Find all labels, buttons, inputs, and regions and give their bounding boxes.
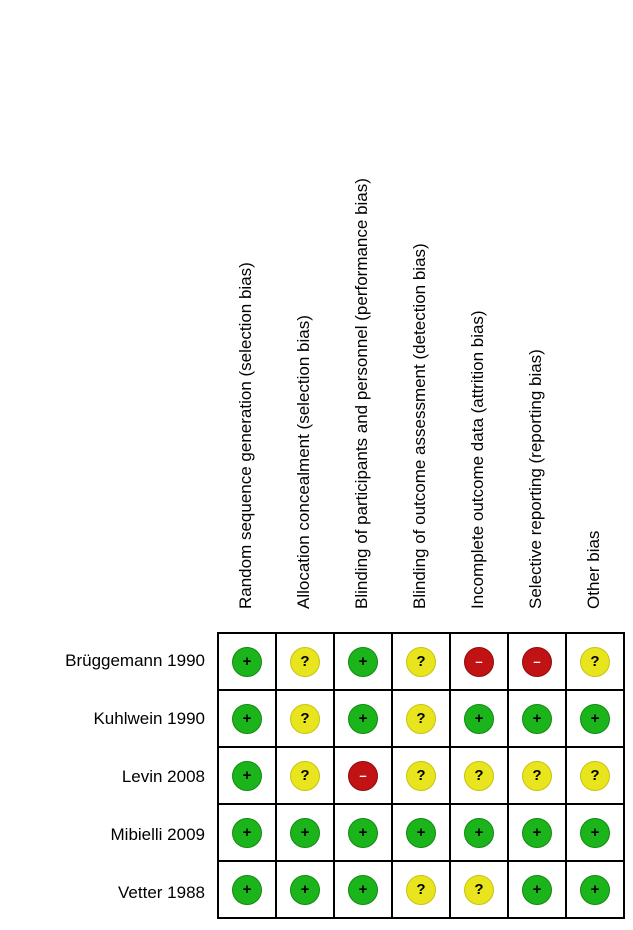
low-risk-icon xyxy=(464,818,494,848)
low-risk-icon xyxy=(348,647,378,677)
low-risk-symbol: + xyxy=(532,709,542,727)
low-risk-icon xyxy=(348,875,378,905)
low-risk-symbol: + xyxy=(532,880,542,898)
study-row xyxy=(218,690,624,747)
domain-label-text: Blinding of outcome assessment (detection bias) xyxy=(410,243,429,609)
low-risk-symbol: + xyxy=(242,709,252,727)
judgement-cell xyxy=(392,747,450,804)
judgement-cell xyxy=(334,690,392,747)
low-risk-icon xyxy=(232,761,262,791)
domain-label xyxy=(293,0,315,628)
judgement-cell xyxy=(566,804,624,861)
judgement-cell xyxy=(334,747,392,804)
study-row xyxy=(218,633,624,690)
judgement-cell xyxy=(450,690,508,747)
judgement-cell xyxy=(450,747,508,804)
low-risk-symbol: + xyxy=(242,880,252,898)
domain-label-text: Random sequence generation (selection bias) xyxy=(236,262,255,609)
unclear-risk-icon xyxy=(406,761,436,791)
low-risk-symbol: + xyxy=(358,709,368,727)
low-risk-icon xyxy=(406,818,436,848)
judgement-cell xyxy=(218,690,276,747)
judgement-cell xyxy=(334,633,392,690)
domain-label xyxy=(235,0,257,628)
domain-label xyxy=(409,0,431,628)
low-risk-symbol: + xyxy=(242,652,252,670)
unclear-risk-icon xyxy=(464,875,494,905)
low-risk-icon xyxy=(522,704,552,734)
unclear-risk-symbol: ? xyxy=(300,652,310,670)
high-risk-icon xyxy=(348,761,378,791)
judgement-cell xyxy=(334,804,392,861)
low-risk-icon xyxy=(232,704,262,734)
domain-label xyxy=(467,0,489,628)
unclear-risk-icon xyxy=(406,647,436,677)
judgement-cell xyxy=(276,747,334,804)
low-risk-icon xyxy=(580,818,610,848)
unclear-risk-symbol: ? xyxy=(532,766,542,784)
low-risk-symbol: + xyxy=(590,709,600,727)
study-row xyxy=(218,861,624,918)
low-risk-symbol: + xyxy=(242,823,252,841)
study-row xyxy=(218,804,624,861)
risk-of-bias-grid xyxy=(217,632,625,919)
low-risk-icon xyxy=(580,704,610,734)
high-risk-symbol: – xyxy=(475,653,483,669)
unclear-risk-icon xyxy=(522,761,552,791)
judgement-cell xyxy=(450,861,508,918)
judgement-cell xyxy=(508,747,566,804)
unclear-risk-icon xyxy=(290,761,320,791)
judgement-cell xyxy=(276,633,334,690)
domain-label-text: Selective reporting (reporting bias) xyxy=(526,349,545,609)
unclear-risk-symbol: ? xyxy=(416,652,426,670)
low-risk-icon xyxy=(232,818,262,848)
low-risk-icon xyxy=(290,875,320,905)
judgement-cell xyxy=(218,747,276,804)
low-risk-symbol: + xyxy=(590,880,600,898)
judgement-cell xyxy=(392,861,450,918)
low-risk-symbol: + xyxy=(300,823,310,841)
low-risk-icon xyxy=(580,875,610,905)
low-risk-symbol: + xyxy=(358,880,368,898)
low-risk-icon xyxy=(348,818,378,848)
high-risk-symbol: – xyxy=(359,767,367,783)
domain-label-text: Blinding of participants and personnel (performance bias) xyxy=(352,178,371,609)
judgement-cell xyxy=(218,804,276,861)
low-risk-symbol: + xyxy=(590,823,600,841)
judgement-cell xyxy=(392,804,450,861)
judgement-cell xyxy=(566,690,624,747)
study-label: Mibielli 2009 xyxy=(110,825,205,844)
high-risk-symbol: – xyxy=(533,653,541,669)
high-risk-icon xyxy=(522,647,552,677)
domain-label xyxy=(525,0,547,628)
study-row xyxy=(218,747,624,804)
judgement-cell xyxy=(450,804,508,861)
low-risk-symbol: + xyxy=(300,880,310,898)
low-risk-symbol: + xyxy=(532,823,542,841)
unclear-risk-symbol: ? xyxy=(300,766,310,784)
study-label: Kuhlwein 1990 xyxy=(93,709,205,728)
unclear-risk-icon xyxy=(290,704,320,734)
judgement-cell xyxy=(334,861,392,918)
judgement-cell xyxy=(566,747,624,804)
judgement-cell xyxy=(508,804,566,861)
unclear-risk-symbol: ? xyxy=(300,709,310,727)
judgement-cell xyxy=(392,690,450,747)
judgement-cell xyxy=(566,861,624,918)
judgement-cell xyxy=(508,633,566,690)
low-risk-icon xyxy=(522,875,552,905)
domain-label-text: Allocation concealment (selection bias) xyxy=(294,315,313,609)
judgement-cell xyxy=(276,804,334,861)
domain-label-text: Incomplete outcome data (attrition bias) xyxy=(468,310,487,609)
judgement-cell xyxy=(508,861,566,918)
unclear-risk-icon xyxy=(406,875,436,905)
judgement-cell xyxy=(276,861,334,918)
low-risk-symbol: + xyxy=(416,823,426,841)
low-risk-symbol: + xyxy=(474,709,484,727)
low-risk-icon xyxy=(290,818,320,848)
judgement-cell xyxy=(508,690,566,747)
judgement-cell xyxy=(566,633,624,690)
unclear-risk-icon xyxy=(580,761,610,791)
unclear-risk-icon xyxy=(580,647,610,677)
unclear-risk-symbol: ? xyxy=(590,766,600,784)
domain-label xyxy=(583,0,605,628)
domain-label xyxy=(351,0,373,628)
low-risk-symbol: + xyxy=(242,766,252,784)
judgement-cell xyxy=(276,690,334,747)
low-risk-symbol: + xyxy=(474,823,484,841)
low-risk-icon xyxy=(232,647,262,677)
domain-label-text: Other bias xyxy=(584,530,603,609)
study-label: Levin 2008 xyxy=(121,767,205,786)
low-risk-icon xyxy=(464,704,494,734)
low-risk-symbol: + xyxy=(358,652,368,670)
low-risk-icon xyxy=(348,704,378,734)
judgement-cell xyxy=(218,633,276,690)
unclear-risk-icon xyxy=(290,647,320,677)
low-risk-symbol: + xyxy=(358,823,368,841)
unclear-risk-icon xyxy=(464,761,494,791)
unclear-risk-symbol: ? xyxy=(474,766,484,784)
judgement-cell xyxy=(450,633,508,690)
unclear-risk-symbol: ? xyxy=(474,880,484,898)
unclear-risk-symbol: ? xyxy=(416,709,426,727)
judgement-cell xyxy=(218,861,276,918)
unclear-risk-symbol: ? xyxy=(416,880,426,898)
judgement-cell xyxy=(392,633,450,690)
low-risk-icon xyxy=(522,818,552,848)
unclear-risk-symbol: ? xyxy=(416,766,426,784)
study-label: Brüggemann 1990 xyxy=(65,651,205,670)
high-risk-icon xyxy=(464,647,494,677)
study-label: Vetter 1988 xyxy=(118,883,205,902)
unclear-risk-icon xyxy=(406,704,436,734)
unclear-risk-symbol: ? xyxy=(590,652,600,670)
low-risk-icon xyxy=(232,875,262,905)
